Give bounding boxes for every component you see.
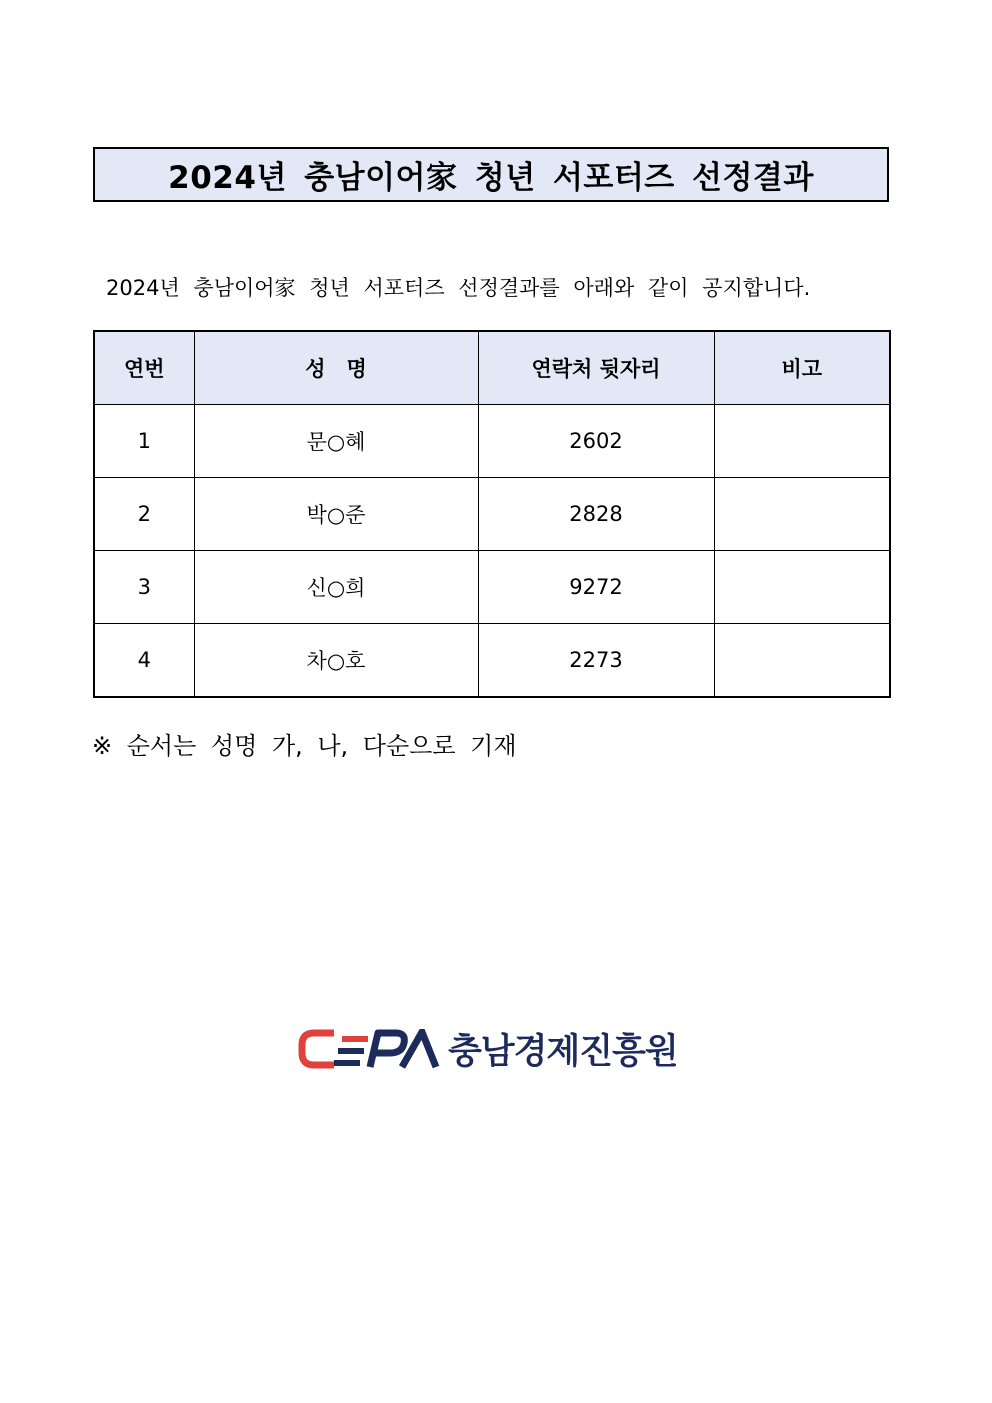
page-title: 2024년 충남이어家 청년 서포터즈 선정결과 — [168, 160, 814, 196]
cell-name: 차○호 — [194, 624, 478, 698]
cell-no: 3 — [94, 551, 194, 624]
title-box — [93, 147, 889, 202]
header-note: 비고 — [714, 331, 890, 405]
results-table — [93, 330, 891, 698]
org-name: 충남경제진흥원 — [448, 1032, 678, 1072]
cell-note — [714, 478, 890, 551]
cell-note — [714, 405, 890, 478]
header-phone: 연락처 뒷자리 — [478, 331, 714, 405]
cell-no: 2 — [94, 478, 194, 551]
cell-no: 1 — [94, 405, 194, 478]
cell-no: 4 — [94, 624, 194, 698]
cepa-logo — [298, 1026, 678, 1072]
header-no: 연번 — [94, 331, 194, 405]
intro-text: 2024년 충남이어家 청년 서포터즈 선정결과를 아래와 같이 공지합니다. — [106, 276, 811, 300]
cell-note — [714, 551, 890, 624]
cell-phone: 9272 — [478, 551, 714, 624]
table-header-row — [94, 331, 890, 405]
header-name: 성 명 — [194, 331, 478, 405]
cell-note — [714, 624, 890, 698]
cell-name: 문○혜 — [194, 405, 478, 478]
table-row — [94, 624, 890, 698]
cell-phone: 2828 — [478, 478, 714, 551]
table-row — [94, 478, 890, 551]
cell-name: 박○준 — [194, 478, 478, 551]
cepa-logo-mark — [298, 1029, 440, 1069]
cell-phone: 2273 — [478, 624, 714, 698]
table-row — [94, 551, 890, 624]
footnote: ※ 순서는 성명 가, 나, 다순으로 기재 — [92, 732, 517, 760]
table-row — [94, 405, 890, 478]
cell-name: 신○희 — [194, 551, 478, 624]
cell-phone: 2602 — [478, 405, 714, 478]
